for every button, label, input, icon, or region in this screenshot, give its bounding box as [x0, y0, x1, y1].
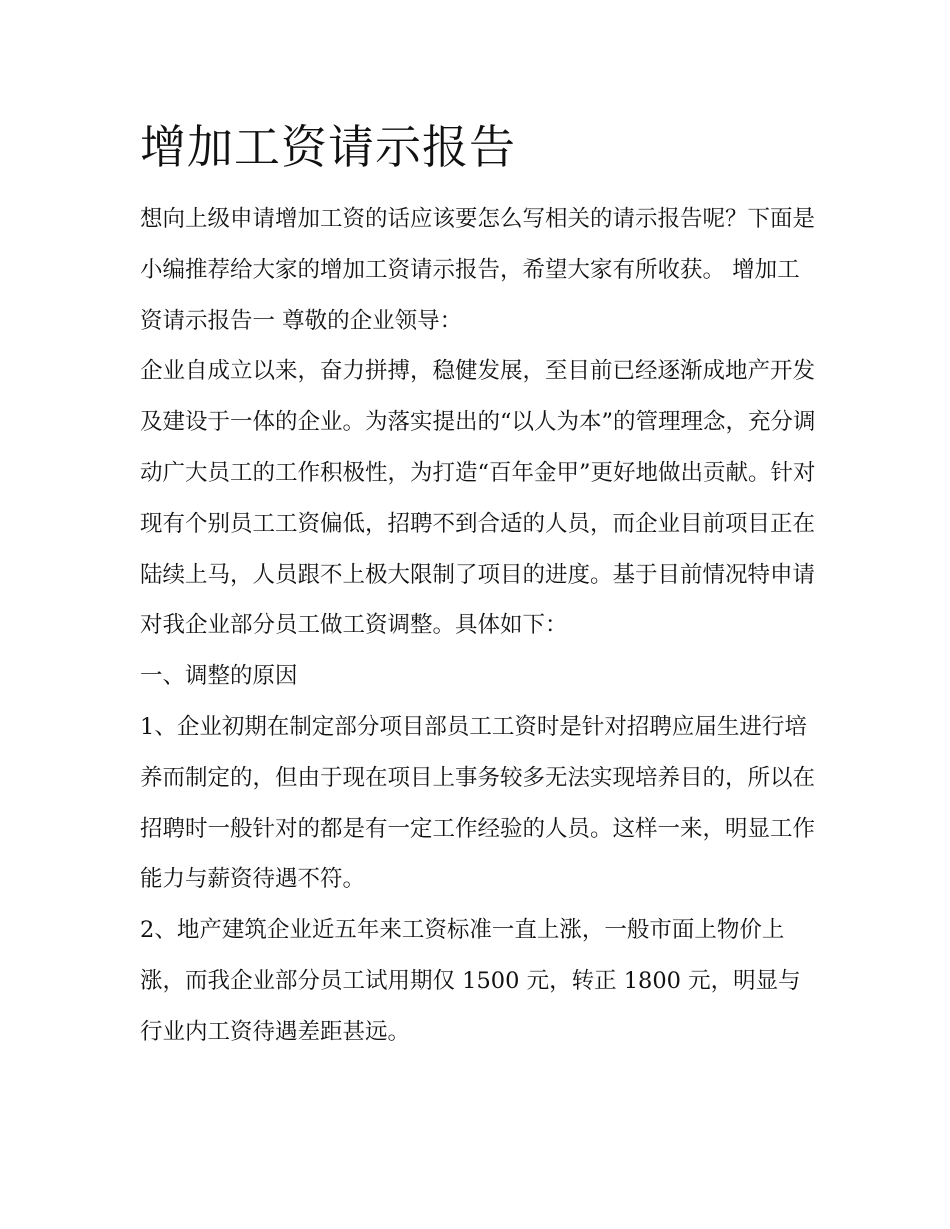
document-text [140, 194, 820, 1058]
document-body [140, 118, 820, 1058]
document-title: 增加工资请示报告 [140, 120, 516, 174]
background-paragraph: 企业自成立以来，奋力拼搏，稳健发展，至目前已经逐渐成地产开发及建设于一体的企业。为落实提出的“以人为本”的管理理念，充分调动广大员工的工作积极性，为打造“百年金甲”更好地做出贡献。针对现有个别员工工资偏低，招聘不到合适的人员，而企业目前项目正在陆续上马，人员跟不上极大限制了项目的进度。基于目前情况特申请对我企业部分员工做工资调整。具体如下： [140, 358, 816, 639]
section-heading: 一、调整的原因 [140, 663, 298, 690]
reason-item-1: 1、企业初期在制定部分项目部员工工资时是针对招聘应届生进行培养而制定的，但由于现在项目上事务较多无法实现培养目的，所以在招聘时一般针对的都是有一定工作经验的人员。这样一来，明显工作能力与薪资待遇不符。 [140, 713, 816, 893]
reason-item-2: 2、地产建筑企业近五年来工资标准一直上涨，一般市面上物价上涨，而我企业部分员工试用期仅 1500 元，转正 1800 元，明显与行业内工资待遇差距甚远。 [140, 917, 801, 1045]
intro-paragraph: 想向上级申请增加工资的话应该要怎么写相关的请示报告呢？下面是小编推荐给大家的增加工资请示报告，希望大家有所收获。 增加工资请示报告一 尊敬的企业领导： [140, 206, 816, 334]
